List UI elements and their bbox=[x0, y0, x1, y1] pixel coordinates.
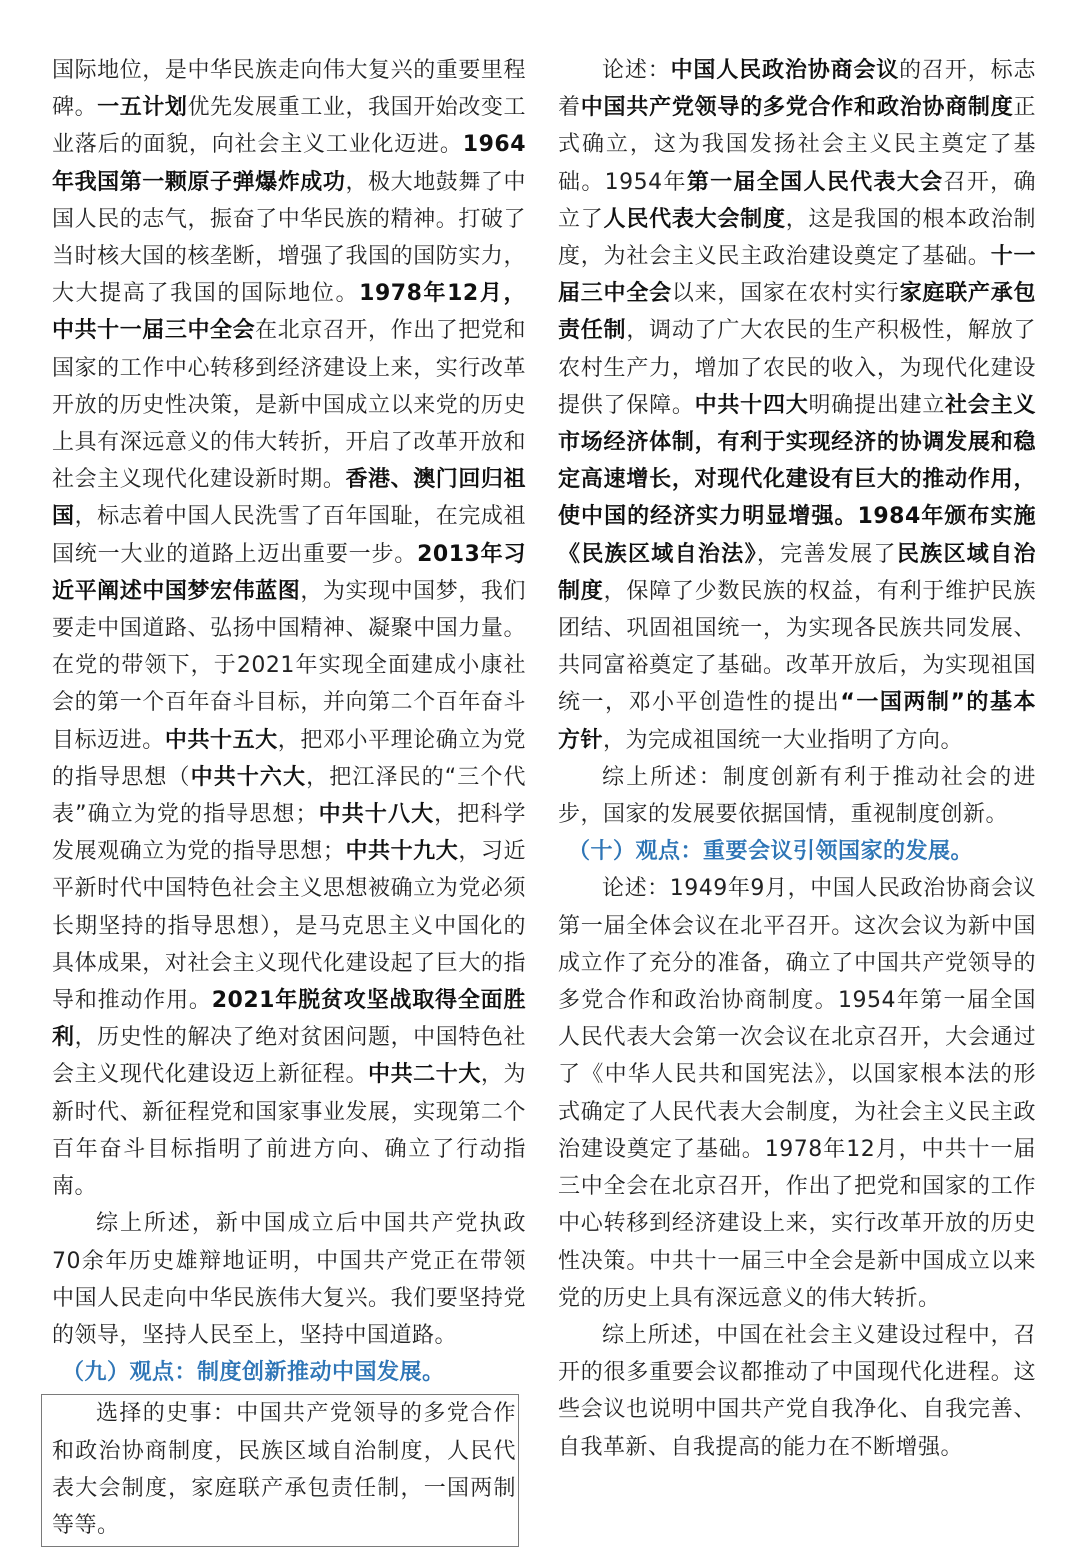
text-run: ，极大地鼓舞了中国人民的志气，振奋了中华民族的精神。打破了当时核大国的核垄断，增强了我国的国防实力，大大提高了我国的国际地位。 bbox=[52, 169, 526, 307]
right-summary-2: 综上所述，中国在社会主义建设过程中，召开的很多重要会议都推动了中国现代化进程。这些会议也说明中国共产党自我净化、自我完善、自我革新、自我提高的能力在不断增强。 bbox=[558, 1322, 1036, 1460]
text-run: ，完善发展了 bbox=[756, 541, 897, 567]
text-run: ，历史性的解决了绝对贫困问题，中国特色社会主义现代化建设迈上新征程。 bbox=[52, 1025, 526, 1088]
text-run: ，为完成祖国统一大业指明了方向。 bbox=[603, 727, 964, 753]
text-run: 明确提出建立 bbox=[808, 392, 946, 418]
bold-text-run: 第一届全国人民代表大会 bbox=[686, 169, 944, 195]
left-paragraph-history bbox=[52, 52, 526, 1205]
text-run: ，把江泽民的“三个代表”确立为党的指导思想； bbox=[52, 764, 526, 828]
bold-text-run: 社会主义市场经济体制，有利于实现经济的协调发展和稳定高速增长，对现代化建设有巨大的推动作用，使中国的经济实力明显增强。1984年颁布实施《民族区域自治法》 bbox=[558, 392, 1036, 567]
bold-text-run: 人民代表大会制度 bbox=[603, 206, 786, 232]
bold-text-run: 中共十六大 bbox=[190, 764, 307, 790]
text-run: 正式确立，这为我国发扬社会主义民主奠定了基础。1954年 bbox=[558, 95, 1036, 195]
right-column bbox=[558, 52, 1036, 1466]
text-run: 论述： bbox=[602, 58, 671, 83]
bold-text-run: 民族区域自治制度 bbox=[558, 541, 1036, 604]
text-run: ，习近平新时代中国特色社会主义思想被确立为党必须长期坚持的指导思想），是马克思主义中国化的具体成果，对社会主义现代化建设起了巨大的指导和推动作用。 bbox=[52, 839, 526, 1014]
text-run: ，为新时代、新征程党和国家事业发展，实现第二个百年奋斗目标指明了前进方向、确立了行动指南。 bbox=[52, 1062, 526, 1200]
text-run: 以来，国家在农村实行 bbox=[671, 281, 900, 307]
bold-text-run: 1964年我国第一颗原子弹爆炸成功 bbox=[52, 132, 526, 195]
heading-10: （十）观点：重要会议引领国家的发展。 bbox=[568, 839, 974, 865]
bold-text-run: 中共十九大 bbox=[345, 839, 459, 865]
left-column bbox=[52, 52, 526, 1547]
text-run: ，为实现中国梦，我们要走中国道路、弘扬中国精神、凝聚中国力量。在党的带领下，于2021年实现全面建成小康社会的第一个百年奋斗目标，并向第二个百年奋斗目标迈进。 bbox=[52, 578, 526, 753]
bold-text-run: 中共十八大 bbox=[318, 802, 435, 828]
text-run: ，把科学发展观确立为党的指导思想； bbox=[52, 802, 526, 865]
bold-text-run: 一五计划 bbox=[97, 95, 188, 121]
bold-text-run: “一国两制”的基本方针 bbox=[558, 690, 1036, 753]
selected-events-text: 选择的史事：中国共产党领导的多党合作和政治协商制度，民族区域自治制度，人民代表大会制度，家庭联产承包责任制，一国两制等等。 bbox=[52, 1401, 516, 1538]
right-paragraph-meetings: 论述：1949年9月，中国人民政治协商会议第一届全体会议在北平召开。这次会议为新中国成立作了充分的准备，确立了中国共产党领导的多党合作和政治协商制度。1954年第一届全国人民代表大会第一次会议在北京召开，大会通过了《中华人民共和国宪法》，以国家根本法的形式确定了人民代表大会制度，为社会主义民主政治建设奠定了基础。1978年12月，中共十一届三中全会在北京召开，作出了把党和国家的工作中心转移到经济建设上来，实行改革开放的历史性决策。中共十一届三中全会是新中国成立以来党的历史上具有深远意义的伟大转折。 bbox=[558, 876, 1036, 1311]
bold-text-run: 2013年习近平阐述中国梦宏伟蓝图 bbox=[52, 541, 526, 604]
bold-text-run: 中国共产党领导的多党合作和政治协商制度 bbox=[580, 95, 1014, 121]
selected-events-box bbox=[41, 1394, 519, 1547]
bold-text-run: 2021年脱贫攻坚战取得全面胜利 bbox=[52, 988, 526, 1051]
heading-9: （九）观点：制度创新推动中国发展。 bbox=[62, 1360, 445, 1386]
bold-text-run: 中共二十大 bbox=[368, 1062, 481, 1088]
right-paragraph-institutions bbox=[558, 52, 1036, 759]
text-run: 召开，确立了 bbox=[558, 169, 1036, 232]
text-run: ，标志着中国人民洗雪了百年国耻，在完成祖国统一大业的道路上迈出重要一步。 bbox=[52, 504, 526, 567]
text-run: ，保障了少数民族的权益，有利于维护民族团结、巩固祖国统一，为实现各民族共同发展、共同富裕奠定了基础。改革开放后，为实现祖国统一，邓小平创造性的提出 bbox=[558, 578, 1036, 716]
right-summary-1: 综上所述：制度创新有利于推动社会的进步，国家的发展要依据国情，重视制度创新。 bbox=[558, 764, 1036, 828]
text-run: ，这是我国的根本政治制度，为社会主义民主政治建设奠定了基础。 bbox=[558, 206, 1036, 270]
bold-text-run: 中共十四大 bbox=[694, 392, 809, 418]
text-run: 国际地位，是中华民族走向伟大复兴的重要里程碑。 bbox=[52, 58, 526, 121]
bold-text-run: 十一届三中全会 bbox=[558, 244, 1036, 307]
text-run: 优先发展重工业，我国开始改变工业落后的面貌，向社会主义工业化迈进。 bbox=[52, 95, 526, 158]
bold-text-run: 1978年12月，中共十一届三中全会 bbox=[52, 281, 526, 344]
left-summary: 综上所述，新中国成立后中国共产党执政70余年历史雄辩地证明，中国共产党正在带领中国人民走向中华民族伟大复兴。我们要坚持党的领导，坚持人民至上，坚持中国道路。 bbox=[52, 1211, 526, 1348]
text-run: ，把邓小平理论确立为党的指导思想（ bbox=[52, 727, 526, 790]
text-run: 的召开，标志着 bbox=[558, 58, 1036, 121]
text-run: 在北京召开，作出了把党和国家的工作中心转移到经济建设上来，实行改革开放的历史性决策，是新中国成立以来党的历史上具有深远意义的伟大转折，开启了改革开放和社会主义现代化建设新时期。 bbox=[52, 318, 526, 493]
bold-text-run: 中共十五大 bbox=[164, 727, 278, 753]
bold-text-run: 家庭联产承包责任制 bbox=[558, 281, 1036, 344]
bold-text-run: 香港、澳门回归祖国 bbox=[52, 467, 526, 530]
bold-text-run: 中国人民政治协商会议 bbox=[670, 58, 900, 83]
text-run: ，调动了广大农民的生产积极性，解放了农村生产力，增加了农民的收入，为现代化建设提供了保障。 bbox=[558, 318, 1036, 418]
